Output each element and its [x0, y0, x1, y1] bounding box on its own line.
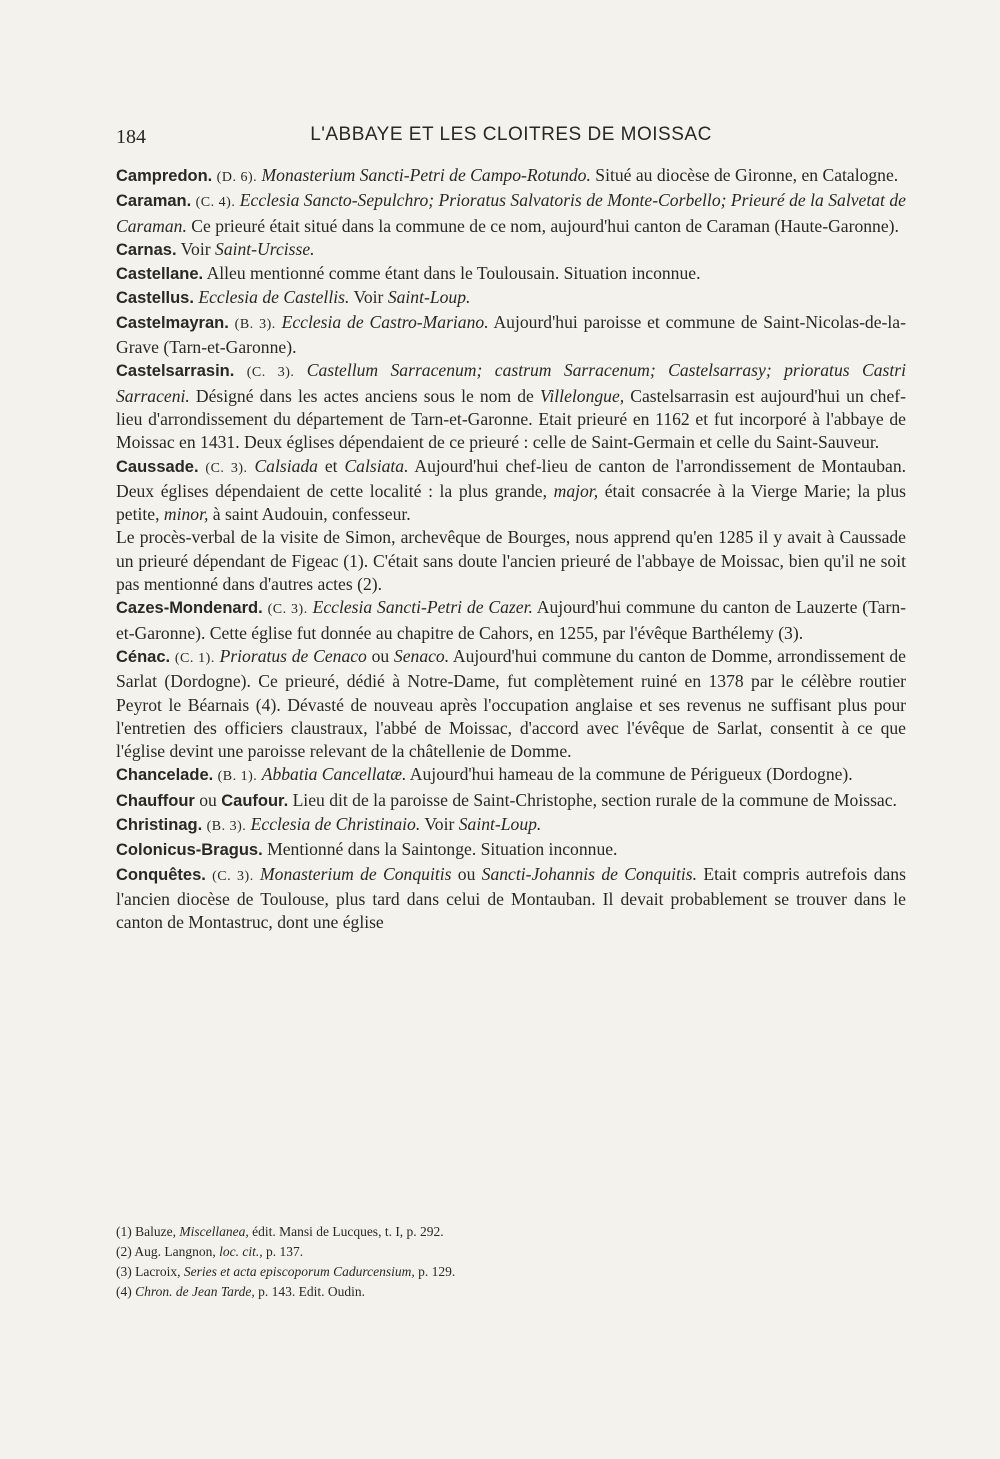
headword: Castellus. [116, 289, 194, 308]
entry-text: Aujourd'hui paroisse et commune de Saint-Nicolas-de-la-Grave (Tarn-et-Garonne). [116, 311, 906, 358]
footnote-1 [116, 1222, 906, 1242]
map-ref: (B. 3). [206, 819, 247, 835]
latin-name: Calsiada [254, 455, 318, 476]
entry-chancelade [116, 763, 906, 788]
footnote-details: p. 137. [266, 1244, 304, 1259]
map-ref: (C. 3). [267, 602, 308, 618]
footnote-title: loc. cit., [219, 1244, 263, 1259]
entry-caussade [116, 455, 906, 527]
latin-name: Castellum Sarracenum; castrum Sarracenum; Castelsarrasy; prioratus Castri Sarraceni. [116, 360, 906, 406]
entry-carnas [116, 238, 906, 262]
headword: Chauffour [116, 791, 195, 810]
footnote-number: (1) [116, 1224, 132, 1239]
headword: Christinag. [116, 816, 203, 835]
entry-text: Aujourd'hui chef-lieu de canton de l'arrondissement de Montauban. Deux églises dépendaient de cette localité : la plus grande, [116, 455, 907, 501]
entry-text: Voir [180, 238, 211, 259]
entry-text: Aujourd'hui commune du canton de Domme, arrondissement de Sarlat (Dordogne). Ce prieuré, dédié à Notre-Dame, fut complètement ruiné en 1378 par le célèbre routier Peyrot le Béarnais (4). Dévasté de nouveau après l'occupation anglaise et ses revenus ne suffisant plus pour l'entretien des officiers claustraux, l'abbé de Moissac, d'accord avec l'évêque de Sarlat, consentit à ce que l'église devint une paroisse relevant de la châtellenie de Domme. [116, 645, 906, 762]
map-ref: (C. 3). [246, 365, 295, 381]
entry-text: était consacrée à la Vierge Marie; la plus petite, [116, 480, 906, 525]
entry-text: à saint Audouin, confesseur. [212, 504, 411, 525]
map-ref: (B. 1). [217, 769, 258, 785]
footnote-author: Lacroix, [135, 1264, 181, 1279]
headword: Castelmayran. [116, 313, 229, 332]
headword: Colonicus-Bragus. [116, 841, 263, 860]
entry-conquetes [116, 863, 906, 935]
entry-chauffour [116, 789, 906, 813]
latin-name: Ecclesia Sancti-Petri de Cazer. [312, 597, 533, 618]
footnote-2 [116, 1242, 906, 1262]
map-ref: (C. 1). [174, 650, 215, 666]
latin-name: Abbatia Cancellatæ. [261, 764, 407, 785]
entry-text: ou [457, 863, 476, 884]
latin-name: Monasterium Sancti-Petri de Campo-Rotundo. [261, 165, 591, 185]
headword: Campredon. [116, 167, 213, 185]
entry-colonicus-bragus [116, 838, 906, 862]
latin-name: Ecclesia de Castellis. [198, 287, 350, 308]
headword: Castellane. [116, 265, 204, 284]
see-reference: Saint-Urcisse. [215, 238, 315, 259]
headword: Caussade. [116, 457, 199, 476]
entry-text: Mentionné dans la Saintonge. Situation inconnue. [267, 839, 618, 860]
entry-text: Aujourd'hui hameau de la commune de Périgueux (Dordogne). [409, 764, 853, 785]
entry-text: Voir [424, 814, 455, 835]
entry-text: Castelsarrasin est aujourd'hui un chef-lieu d'arrondissement du département de Tarn-et-Garonne. Etait prieuré en 1162 et fut incorporé à l'abbaye de Moissac en 1431. Deux églises dépendaient de ce prieuré : celle de Saint-Germain et celle du Saint-Sauveur. [116, 385, 906, 453]
footnote-number: (3) [116, 1264, 132, 1279]
headword: Chancelade. [116, 766, 214, 785]
footnote-details: édit. Mansi de Lucques, t. I, p. 292. [252, 1224, 444, 1239]
headword: Carnas. [116, 240, 177, 259]
running-title: L'ABBAYE ET LES CLOITRES DE MOISSAC [310, 124, 712, 145]
footnote-3 [116, 1262, 906, 1282]
headword: Cénac. [116, 647, 171, 666]
footnote-details: p. 143. Edit. Oudin. [258, 1284, 365, 1299]
latin-name: major, [553, 480, 599, 501]
latin-name: Prioratus de Cenaco [219, 645, 367, 666]
footnote-4 [116, 1282, 906, 1302]
entry-text: Voir [353, 287, 384, 308]
footnote-details: p. 129. [418, 1264, 456, 1279]
latin-name: Calsiata. [344, 455, 409, 476]
headword: Conquêtes. [116, 865, 206, 884]
map-ref: (C. 4). [195, 195, 236, 211]
entry-castelsarrasin [116, 359, 906, 454]
entry-text: Ce prieuré était situé dans la commune de ce nom, aujourd'hui canton de Caraman (Haute-Garonne). [191, 215, 899, 236]
entry-text: ou [199, 789, 217, 810]
entry-text: et [324, 455, 338, 476]
entry-text: ou [371, 645, 390, 666]
entry-text: Situé au diocèse de Gironne, en Catalogne. [595, 165, 899, 185]
entry-christinag [116, 813, 906, 838]
entry-castelmayran [116, 311, 906, 360]
entry-cenac [116, 645, 906, 763]
entry-campredon [116, 164, 906, 189]
entry-text: Alleu mentionné comme étant dans le Toulousain. Situation inconnue. [206, 263, 701, 284]
headword: Caufour. [221, 791, 289, 810]
footnote-author: Aug. Langnon, [134, 1244, 216, 1259]
map-ref: (B. 3). [234, 316, 276, 332]
footnote-title: Chron. de Jean Tarde, [135, 1284, 255, 1299]
headword: Caraman. [116, 192, 192, 211]
entry-cazes-mondenard [116, 596, 906, 645]
entry-text: Aujourd'hui commune du canton de Lauzerte (Tarn-et-Garonne). Cette église fut donnée au chapitre de Cahors, en 1255, par l'évêque Barthélemy (3). [116, 597, 907, 643]
headword: Cazes-Mondenard. [116, 599, 263, 618]
latin-name: Ecclesia Sancto-Sepulchro; Prioratus Salvatoris de Monte-Corbello; Prieuré de la Salvetat de Caraman. [116, 190, 906, 236]
map-ref: (C. 3). [205, 460, 248, 476]
latin-name: minor, [163, 504, 209, 525]
latin-name: Senaco. [393, 645, 450, 666]
latin-name: Villelongue, [539, 385, 625, 406]
body-text [116, 164, 906, 935]
footnotes [116, 1222, 906, 1302]
see-reference: Saint-Loup. [387, 287, 471, 308]
footnote-author: Baluze, [135, 1224, 176, 1239]
page-header [116, 124, 906, 154]
entry-text: Désigné dans les actes anciens sous le nom de [195, 385, 534, 406]
latin-name: Monasterium de Conquitis [260, 863, 452, 884]
entry-text: Etait compris autrefois dans l'ancien diocèse de Toulouse, plus tard dans celui de Montauban. Il devait probablement se trouver dans le canton de Montastruc, dont une église [116, 863, 906, 933]
latin-name: Ecclesia de Christinaio. [250, 814, 421, 835]
entry-castellus [116, 286, 906, 310]
entry-castellane [116, 262, 906, 286]
footnote-number: (2) [116, 1244, 132, 1259]
paragraph: Le procès-verbal de la visite de Simon, archevêque de Bourges, nous apprend qu'en 1285 il y avait à Caussade un prieuré dépendant de Figeac (1). C'était sans doute l'ancien prieuré de l'abbaye de Moissac, bien qu'il ne soit pas mentionné dans d'autres actes (2). [116, 527, 906, 595]
footnote-number: (4) [116, 1284, 132, 1299]
page-number: 184 [116, 126, 146, 148]
latin-name: Ecclesia de Castro-Mariano. [281, 311, 489, 332]
map-ref: (D. 6). [216, 170, 258, 185]
footnote-title: Series et acta episcoporum Cadurcensium, [183, 1264, 415, 1279]
map-ref: (C. 3). [212, 868, 254, 884]
entry-caraman [116, 189, 906, 238]
latin-name: Sancti-Johannis de Conquitis. [481, 863, 698, 884]
see-reference: Saint-Loup. [458, 814, 542, 835]
footnote-title: Miscellanea, [179, 1224, 249, 1239]
headword: Castelsarrasin. [116, 362, 235, 381]
entry-text: Lieu dit de la paroisse de Saint-Christophe, section rurale de la commune de Moissac. [292, 789, 897, 810]
